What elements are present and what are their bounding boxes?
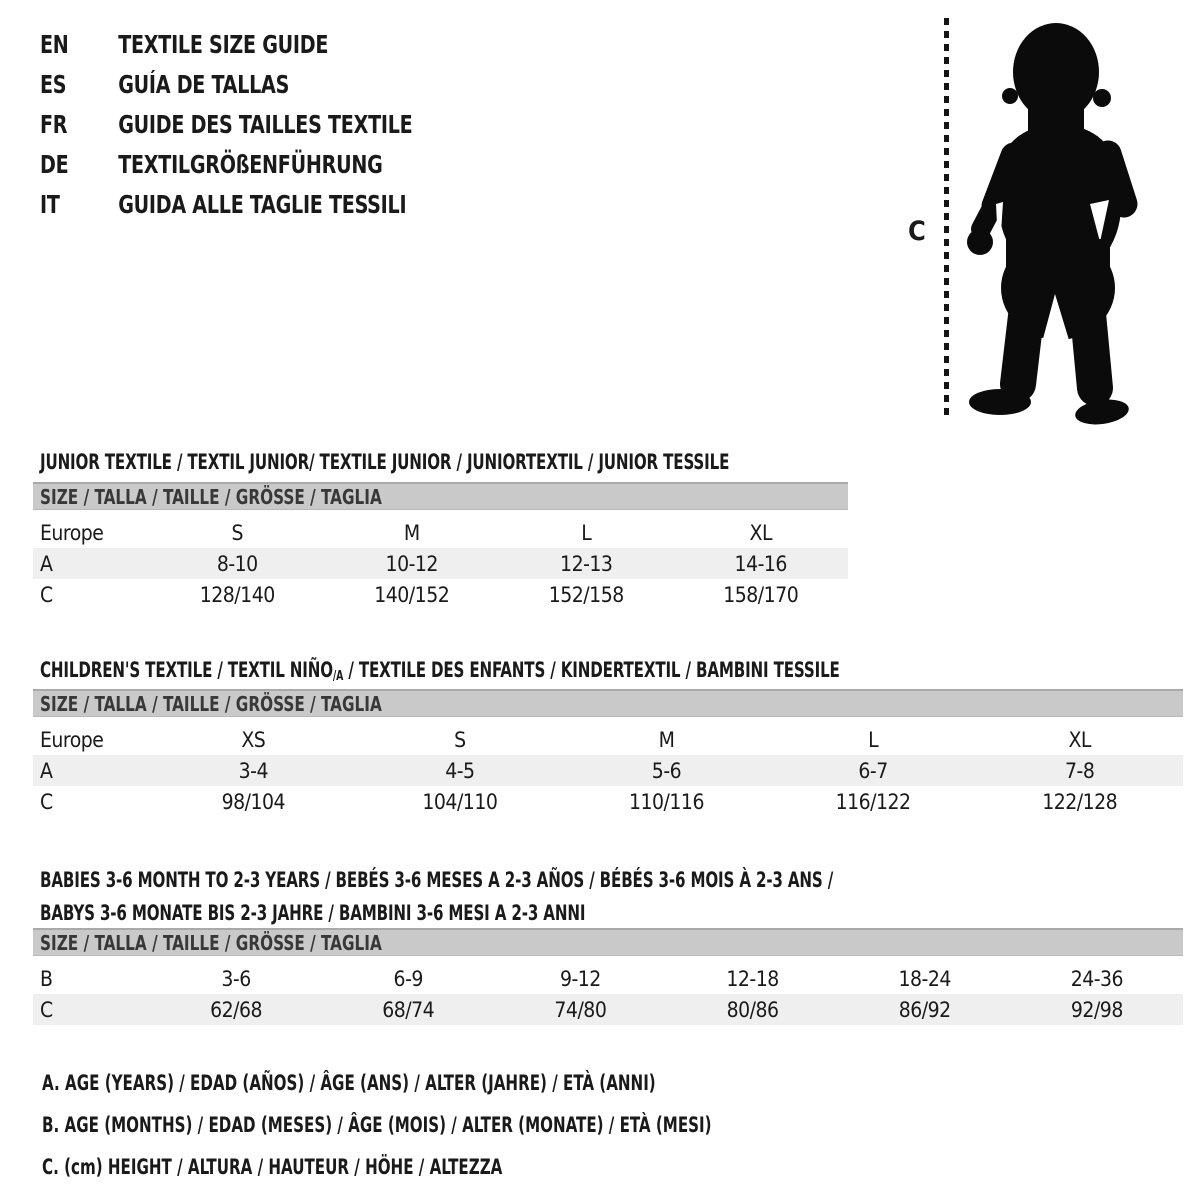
value-cell: 74/80 xyxy=(554,997,607,1022)
row-label-cell: B xyxy=(40,966,53,991)
value-cell: 128/140 xyxy=(199,582,275,607)
title-subscript: /A xyxy=(332,669,344,685)
lang-code: IT xyxy=(40,190,60,219)
table-row xyxy=(33,755,1183,786)
legend-block xyxy=(42,1062,879,1188)
value-cell: 110/116 xyxy=(628,789,704,814)
section-title-children: CHILDREN'S TEXTILE / TEXTIL NIÑO/A / TEXTILE DES ENFANTS / KINDERTEXTIL / BAMBINI TESSILE xyxy=(40,658,840,685)
value-cell: 14-16 xyxy=(734,551,787,576)
lang-title: GUÍA DE TALLAS xyxy=(118,70,290,99)
row-label-cell: C xyxy=(40,582,53,607)
value-cell: 6-7 xyxy=(858,758,888,783)
size-header-bar xyxy=(33,482,848,510)
height-dashed-line xyxy=(944,18,949,416)
size-column-header: M xyxy=(403,520,420,545)
size-column-header: XL xyxy=(1068,727,1091,752)
value-cell: 86/92 xyxy=(898,997,951,1022)
column-header-row xyxy=(33,724,1183,755)
value-cell: 12-13 xyxy=(560,551,613,576)
size-column-header: XS xyxy=(241,727,266,752)
size-header-label: SIZE / TALLA / TAILLE / GRÖSSE / TAGLIA xyxy=(40,691,382,716)
value-cell: 10-12 xyxy=(385,551,438,576)
value-cell: 8-10 xyxy=(216,551,258,576)
legend-age-months: B. AGE (MONTHS) / EDAD (MESES) / ÂGE (MOIS) / ALTER (MONATE) / ETÀ (MESI) xyxy=(42,1113,712,1137)
value-cell: 140/152 xyxy=(374,582,450,607)
value-cell: 4-5 xyxy=(445,758,475,783)
table-row xyxy=(33,994,1183,1025)
junior-table xyxy=(33,517,848,610)
lang-row-fr xyxy=(40,110,478,139)
lang-title: TEXTILE SIZE GUIDE xyxy=(118,30,329,59)
language-title-block xyxy=(40,30,478,219)
lang-row-de xyxy=(40,150,478,179)
lang-code: EN xyxy=(40,30,69,59)
size-header-label: SIZE / TALLA / TAILLE / GRÖSSE / TAGLIA xyxy=(40,484,382,509)
toddler-silhouette-icon xyxy=(962,14,1144,426)
size-column-header: M xyxy=(658,727,675,752)
lang-title: TEXTILGRÖßENFÜHRUNG xyxy=(118,150,383,179)
size-header-label: SIZE / TALLA / TAILLE / GRÖSSE / TAGLIA xyxy=(40,930,382,955)
lang-row-en xyxy=(40,30,478,59)
lang-row-es xyxy=(40,70,478,99)
column-header-row xyxy=(33,517,848,548)
value-cell: 5-6 xyxy=(651,758,682,783)
row-label-cell: C xyxy=(40,997,53,1022)
row-label-cell: A xyxy=(40,551,53,576)
table-row xyxy=(33,786,1183,817)
legend-height-cm: C. (cm) HEIGHT / ALTURA / HAUTEUR / HÖHE / ALTEZZA xyxy=(42,1155,503,1179)
value-cell: 62/68 xyxy=(210,997,263,1022)
junior-size-table xyxy=(33,482,848,610)
lang-code: FR xyxy=(40,110,68,139)
size-column-header: L xyxy=(581,520,592,545)
value-cell: 24-36 xyxy=(1070,966,1124,991)
children-table xyxy=(33,724,1183,817)
section-title-babies-line2: BABYS 3-6 MONATE BIS 2-3 JAHRE / BAMBINI 3-6 MESI A 2-3 ANNI xyxy=(40,901,586,926)
size-column-header: S xyxy=(454,727,466,752)
value-cell: 80/86 xyxy=(726,997,779,1022)
section-title-babies-line1: BABIES 3-6 MONTH TO 2-3 YEARS / BEBÉS 3-6 MESES A 2-3 AÑOS / BÉBÉS 3-6 MOIS À 2-3 ANS / xyxy=(40,868,834,893)
value-cell: 6-9 xyxy=(393,966,423,991)
size-header-bar xyxy=(33,689,1183,717)
value-cell: 9-12 xyxy=(559,966,601,991)
row-label-cell: A xyxy=(40,758,53,783)
value-cell: 68/74 xyxy=(382,997,435,1022)
legend-age-years: A. AGE (YEARS) / EDAD (AÑOS) / ÂGE (ANS) / ALTER (JAHRE) / ETÀ (ANNI) xyxy=(42,1071,656,1095)
value-cell: 98/104 xyxy=(221,789,286,814)
region-column-header: Europe xyxy=(40,520,104,545)
lang-row-it xyxy=(40,190,478,219)
value-cell: 3-6 xyxy=(221,966,251,991)
row-label-cell: C xyxy=(40,789,53,814)
size-column-header: L xyxy=(868,727,879,752)
lang-title: GUIDA ALLE TAGLIE TESSILI xyxy=(118,190,407,219)
lang-code: ES xyxy=(40,70,67,99)
value-cell: 3-4 xyxy=(238,758,268,783)
size-column-header: S xyxy=(231,520,243,545)
children-size-table xyxy=(33,689,1183,817)
value-cell: 7-8 xyxy=(1065,758,1095,783)
size-column-header: XL xyxy=(749,520,772,545)
section-title-junior: JUNIOR TEXTILE / TEXTIL JUNIOR/ TEXTILE JUNIOR / JUNIORTEXTIL / JUNIOR TESSILE xyxy=(40,450,730,475)
region-column-header: Europe xyxy=(40,727,104,752)
size-header-bar xyxy=(33,928,1183,956)
value-cell: 122/128 xyxy=(1042,789,1118,814)
table-row xyxy=(33,963,1183,994)
value-cell: 158/170 xyxy=(723,582,799,607)
value-cell: 152/158 xyxy=(548,582,624,607)
value-cell: 18-24 xyxy=(898,966,951,991)
value-cell: 104/110 xyxy=(422,789,498,814)
value-cell: 116/122 xyxy=(835,789,911,814)
table-row xyxy=(33,548,848,579)
babies-size-table xyxy=(33,928,1183,1025)
lang-code: DE xyxy=(40,150,69,179)
height-marker-label: C xyxy=(908,216,926,247)
value-cell: 92/98 xyxy=(1070,997,1123,1022)
babies-table xyxy=(33,963,1183,1025)
lang-title: GUIDE DES TAILLES TEXTILE xyxy=(118,110,413,139)
table-row xyxy=(33,579,848,610)
value-cell: 12-18 xyxy=(726,966,779,991)
